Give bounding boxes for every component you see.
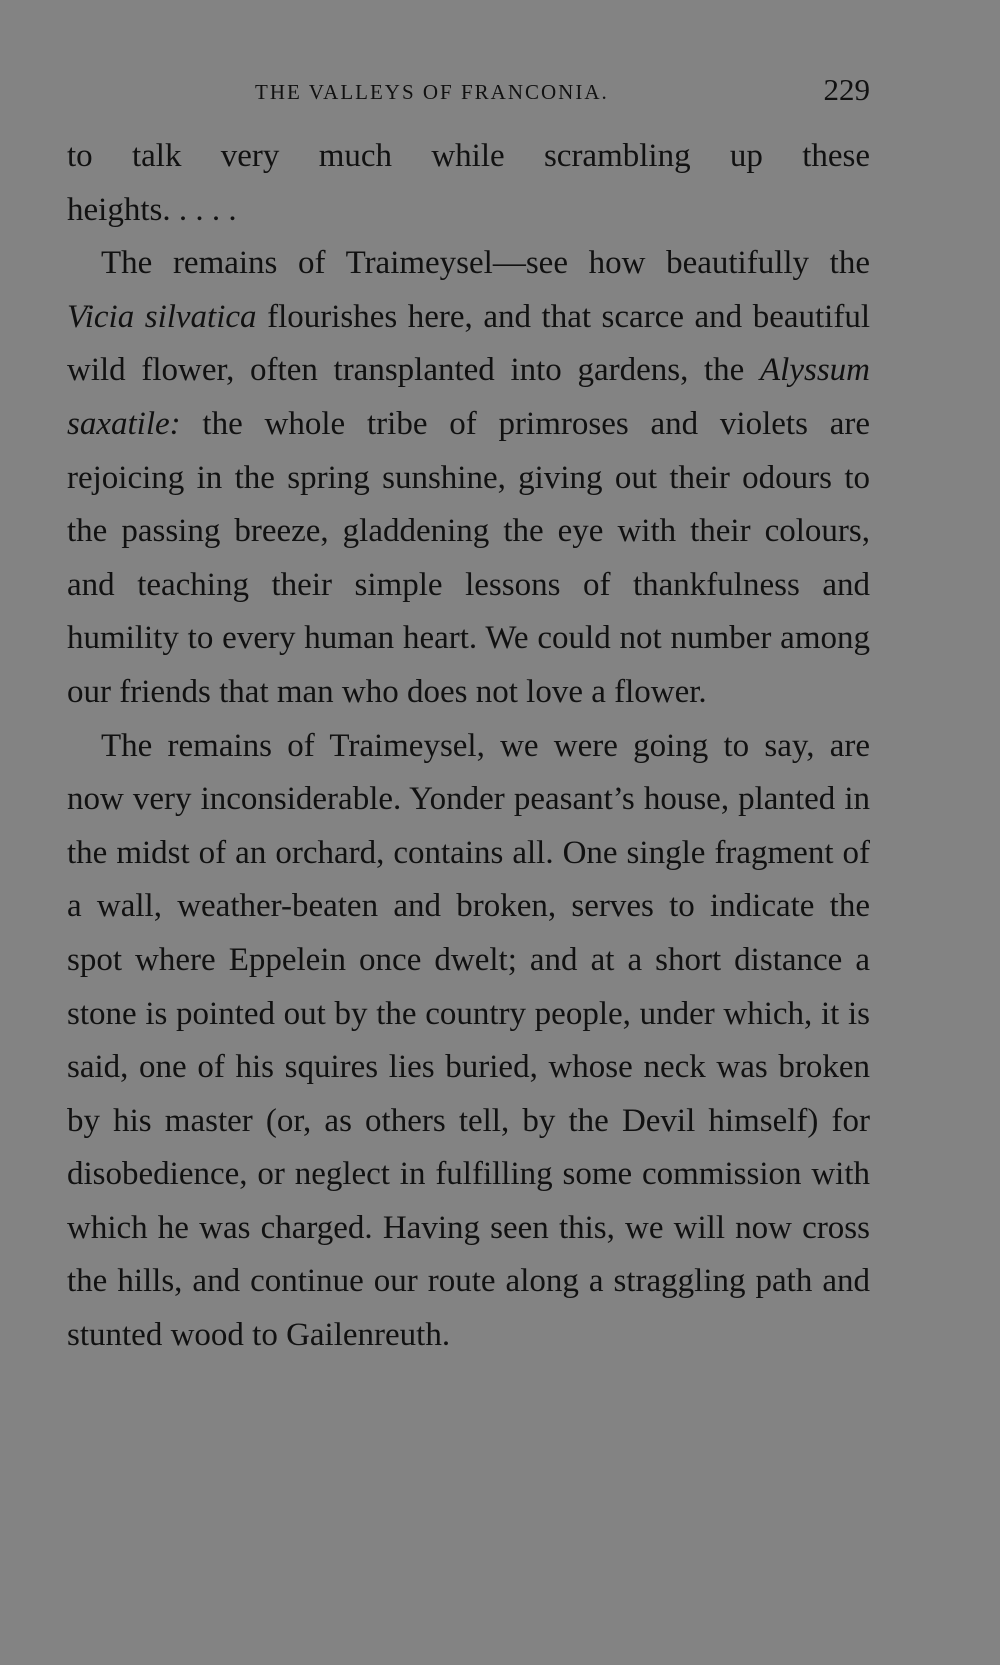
paragraph-2 [67,237,870,719]
running-title: THE VALLEYS OF FRANCONIA. [255,80,609,104]
paragraph-2-text-b: flourishes here, and that scarce and beautiful wild flower, often transplanted into gardens, the [67,298,870,389]
paragraph-1-line-1: to talk very much while scrambling up these [67,138,870,174]
paragraph-1-line-2: heights. . . . . [67,191,237,228]
paragraph-2-text-a: The remains of Traimeysel—see how beautifully the [101,245,870,282]
body-text [67,130,870,1363]
paragraph-3 [67,720,870,1363]
species-name-alyssum: Alyssum saxatile: [67,352,870,442]
paragraph-1 [67,130,870,237]
paragraph-3-text: The remains of Traimeysel, we were going to say, are now very inconsiderable. Yonder peasant’s house, planted in the midst of an orchard, contains all. One single fragment of a wall, weather-beaten and broken, serves to indicate the spot where Eppelein once dwelt; and at a short distance a stone is pointed out by the country people, under which, it is said, one of his squires lies buried, whose neck was broken by his master (or, as others tell, by the Devil himself) for disobedience, or neglect in fulfilling some commission with which he was charged. Having seen this, we will now cross the hills, and continue our route along a straggling path and stunted wood to Gailenreuth. [67,727,870,1354]
species-name-vicia: Vicia silvatica [67,298,257,335]
paragraph-2-text-c: the whole tribe of primroses and violets are rejoicing in the spring sunshine, giving out their odours to the passing breeze, gladdening the eye with their colours, and teaching their simple lessons of thankfulness and humility to every human heart. We could not number among our friends that man who does not love a flower. [67,405,870,710]
page-number: 229 [823,72,870,107]
page-header [70,72,870,112]
